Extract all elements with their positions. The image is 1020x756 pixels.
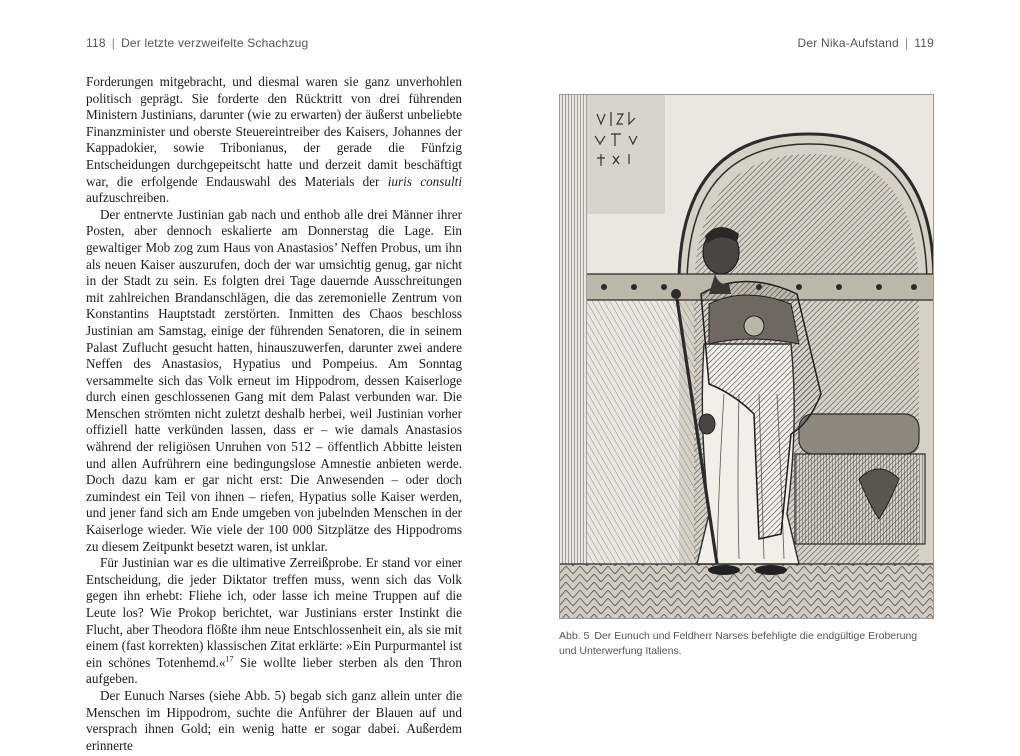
- left-page-number: 118: [86, 36, 106, 50]
- cushion: [799, 414, 919, 454]
- paragraph-4: Der Eunuch Narses (siehe Abb. 5) begab sich ganz allein unter die Menschen im Hippodrom, suchte die Anführer der Blauen auf und versprach ihnen Gold; ein wenig hatte er sogar dabei. Außerdem erinnerte: [86, 687, 462, 753]
- paragraph-3-text: Für Justinian war es die ultimative Zerreißprobe. Er stand vor einer Entscheidung, die jeder Diktator treffen muss, wenn sich das Volk gegen ihn erhebt: Fliehe ich, oder lasse ich meine Truppen auf die Leute los? Wie Prokop berichtet, war Justinians erster Instinkt die Flucht, aber Theodora flößte ihm neue Entschlossenheit ein, als sie mit einem (fast korrekten) klassischen Zitat erklärte: »Ein Purpurmantel ist ein schönes Totenhemd.«: [86, 555, 462, 670]
- engraving-figure-narses: [559, 94, 934, 619]
- patterned-wall-panel: [587, 300, 697, 570]
- right-page-number: 119: [914, 36, 934, 50]
- left-running-header: [86, 36, 308, 50]
- header-separator-left: |: [111, 36, 116, 50]
- paragraph-1-end: aufzuschreiben.: [86, 190, 170, 206]
- right-running-title: Der Nika-Aufstand: [797, 36, 899, 50]
- engraving-illustration: [559, 94, 934, 619]
- caption-text: Der Eunuch und Feldherr Narses befehligte die endgültige Eroberung und Unterwerfung Italiens.: [559, 630, 918, 657]
- caption-figure-number: Abb. 5: [559, 630, 590, 642]
- paragraph-2: Der entnervte Justinian gab nach und enthob alle drei Männer ihrer Posten, aber dennoch eskalierte am Donnerstag die Lage. Ein gewaltiger Mob zog zum Haus von Anastasios’ Neffen Probus, um ihn als neuen Kaiser auszurufen, doch der war umsichtig genug, gar nicht in der Stadt zu sein. Es folgten drei Tage dauernde Ausschreitungen mit zahlreichen Brandanschlägen, die das zeremonielle Zentrum von Konstantins Hauptstadt zerstörten. Inmitten des Chaos beschloss Justinian am Samstag, einige der führenden Senatoren, die in seinem Palast Zuflucht gesucht hatten, hinauszuwerfen, darunter zwei andere Neffen des Anastasios, Hypatius und Pompeius. Am Sonntag versammelte sich das Volk erneut im Hippodrom, dessen Kaiserloge durch einen geschlossenen Gang mit dem Palast verbunden war. Die Menschen strömten nicht zuletzt deshalb herbei, weil Justinian vorher offiziell hatte verkünden lassen, dass er – wie damals Anastasios während der religiösen Unruhen von 512 – öffentlich Abbitte leisten und allen Aufrührern eine bedingungslose Amnestie anbieten werde. Doch dazu kam er gar nicht erst: Die Anwesenden – oder doch zumindest ein Teil von ihnen – riefen, Hypatius solle Kaiser werden, und jener fand sich am Ende umgeben von jubelnden Menschen in der Kaiserloge wieder. Wie viele der 100 000 Sitzplätze des Hippodroms zu diesem Zeitpunkt besetzt waren, ist unklar.: [86, 206, 462, 554]
- throne-base: [795, 454, 925, 544]
- header-separator-right: |: [904, 36, 909, 50]
- left-pillar: [559, 94, 587, 619]
- paragraph-1: [86, 74, 462, 207]
- left-running-title: Der letzte verzweifelte Schachzug: [121, 36, 309, 50]
- paragraph-1-text: Forderungen mitgebracht, und diesmal waren sie ganz unverhohlen politisch geprägt. Sie forderte den Rücktritt von drei führenden Ministern Justinians, darunter (wie zu erwarten) der äußerst unbeliebte Finanzminister und oberste Steuereintreiber des Kaisers, Johannes der Kappadokier, sowie Tribonianus, der gerade die Fünfzig Entscheidungen durchgepeitscht hatte und derzeit damit beschäftigt war, die erfolgende Endauswahl des Materials der: [86, 74, 462, 189]
- body-text-column: [86, 74, 462, 754]
- footnote-marker: 17: [225, 654, 234, 664]
- paragraph-1-italic: iuris consulti: [387, 173, 462, 189]
- mosaic-floor: [559, 564, 934, 619]
- right-running-header: [797, 36, 934, 50]
- paragraph-3: [86, 555, 462, 688]
- figure-caption: [559, 629, 934, 658]
- paragraph-3-end: Sie wollte lieber sterben als den Thron aufgeben.: [86, 654, 462, 687]
